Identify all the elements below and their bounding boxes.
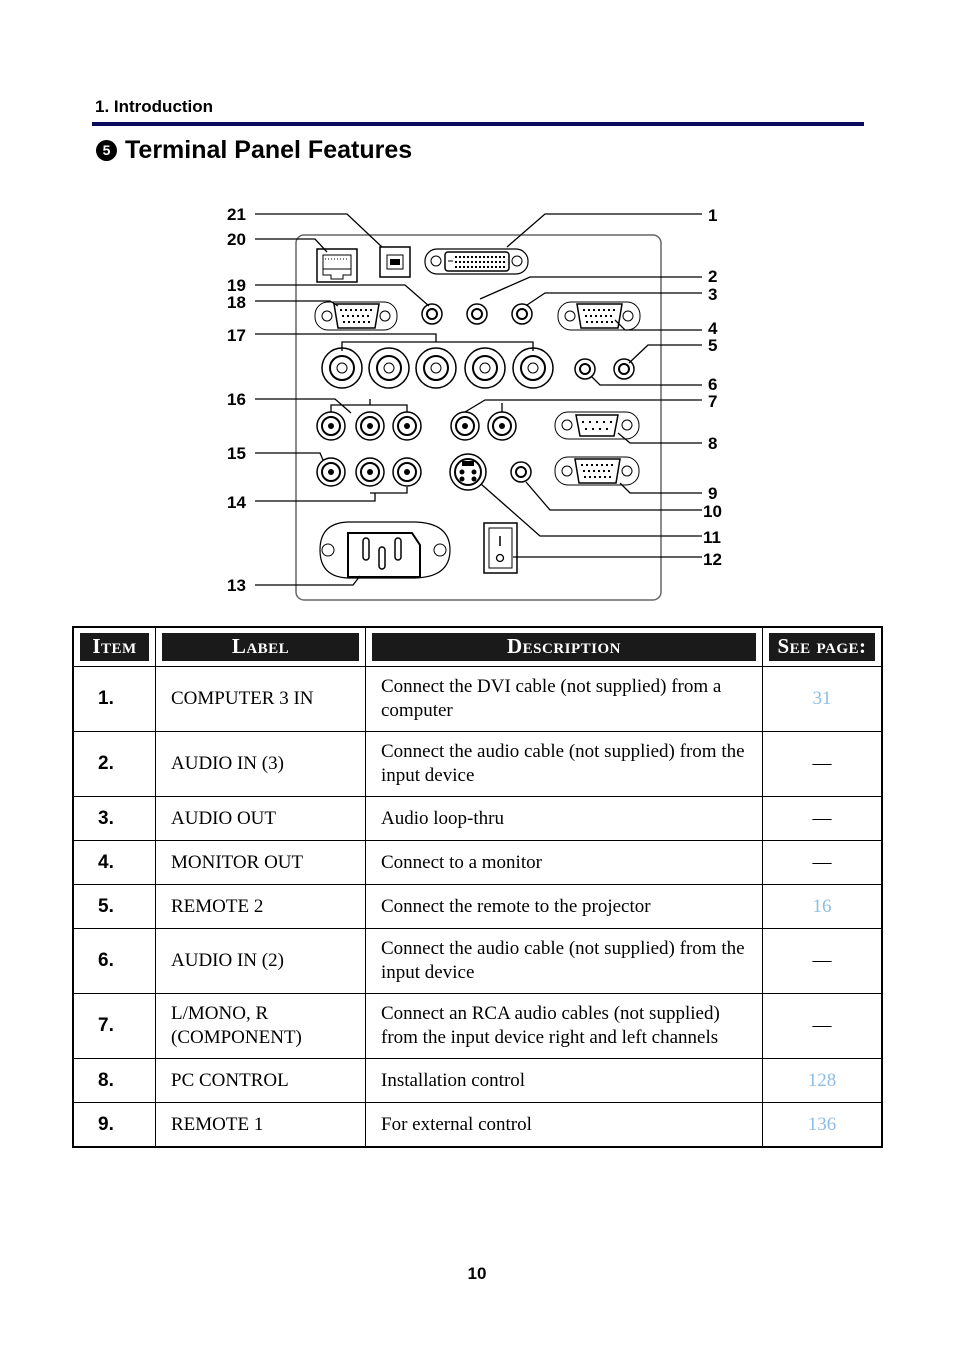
item-label: REMOTE 1 (156, 1103, 366, 1148)
callout-11: 11 (703, 528, 721, 547)
terminal-table (72, 626, 883, 1148)
callout-12: 12 (703, 550, 722, 569)
vga-in-port (315, 302, 397, 330)
table-row (73, 929, 882, 994)
item-label: AUDIO IN (3) (156, 732, 366, 797)
monitor-out-port (558, 302, 640, 330)
callout-15: 15 (227, 444, 246, 463)
dvi-port (425, 249, 528, 274)
item-label: REMOTE 2 (156, 885, 366, 929)
page-reference: — (763, 929, 883, 994)
page-title-text: Terminal Panel Features (125, 136, 413, 164)
mini-jacks-row1 (422, 304, 532, 324)
bnc-ports (322, 348, 553, 388)
terminal-panel-svg (215, 195, 735, 615)
item-label: AUDIO IN (2) (156, 929, 366, 994)
power-inlet (320, 522, 450, 578)
item-label: MONITOR OUT (156, 841, 366, 885)
item-description: Connect the remote to the projector (366, 885, 763, 929)
callout-17: 17 (227, 326, 246, 345)
item-number: 6. (73, 929, 156, 994)
page-number: 10 (467, 1264, 487, 1283)
header-label: Label (156, 627, 366, 667)
page-link[interactable]: 16 (763, 885, 883, 929)
header-item: Item (73, 627, 156, 667)
page-reference: — (763, 994, 883, 1059)
header-rule (92, 122, 864, 126)
callout-14: 14 (227, 493, 246, 512)
item-number: 5. (73, 885, 156, 929)
callout-8: 8 (708, 434, 718, 453)
page-link[interactable]: 31 (763, 667, 883, 732)
callout-21: 21 (227, 205, 246, 224)
section-header: 1. Introduction (95, 97, 214, 116)
table-row (73, 667, 882, 732)
callout-9: 9 (708, 484, 718, 503)
page-reference: — (763, 841, 883, 885)
lan-port (317, 249, 357, 282)
callout-1: 1 (708, 206, 718, 225)
item-number: 3. (73, 797, 156, 841)
table-row (73, 1103, 882, 1148)
page-reference: — (763, 797, 883, 841)
callout-16: 16 (227, 390, 246, 409)
item-label: PC CONTROL (156, 1059, 366, 1103)
item-description: Connect to a monitor (366, 841, 763, 885)
header-see-page: See page: (763, 627, 883, 667)
usb-port (380, 247, 410, 277)
item-description: Connect the DVI cable (not supplied) from a computer (366, 667, 763, 732)
table-row (73, 1059, 882, 1103)
item-label: L/MONO, R (COMPONENT) (156, 994, 366, 1059)
callout-13: 13 (227, 576, 246, 595)
power-switch (484, 523, 517, 573)
item-description: Audio loop-thru (366, 797, 763, 841)
callout-19: 19 (227, 276, 246, 295)
header-description: Description (366, 627, 763, 667)
remote-1-port (555, 457, 639, 485)
callout-20: 20 (227, 230, 246, 249)
callout-18: 18 (227, 293, 246, 312)
item-description: For external control (366, 1103, 763, 1148)
item-number: 4. (73, 841, 156, 885)
item-number: 9. (73, 1103, 156, 1148)
item-number: 7. (73, 994, 156, 1059)
table-row (73, 841, 882, 885)
item-description: Installation control (366, 1059, 763, 1103)
item-number: 1. (73, 667, 156, 732)
table-row (73, 994, 882, 1059)
page-link[interactable]: 136 (763, 1103, 883, 1148)
item-description: Connect an RCA audio cables (not supplied) from the input device right and left channels (366, 994, 763, 1059)
callout-4: 4 (708, 319, 718, 338)
page-title (96, 136, 412, 165)
mini-jack-remote (511, 462, 531, 482)
item-number: 2. (73, 732, 156, 797)
item-label: COMPUTER 3 IN (156, 667, 366, 732)
item-label: AUDIO OUT (156, 797, 366, 841)
terminal-panel-diagram (215, 195, 735, 615)
table-row (73, 885, 882, 929)
item-description: Connect the audio cable (not supplied) from the input device (366, 732, 763, 797)
callout-7: 7 (708, 392, 718, 411)
page-reference: — (763, 732, 883, 797)
item-description: Connect the audio cable (not supplied) from the input device (366, 929, 763, 994)
callout-6: 6 (708, 375, 718, 394)
callout-10: 10 (703, 502, 722, 521)
page-link[interactable]: 128 (763, 1059, 883, 1103)
pc-control-port (555, 412, 639, 439)
callout-5: 5 (708, 336, 718, 355)
bullet-number: 5 (96, 140, 117, 161)
table-row (73, 797, 882, 841)
item-number: 8. (73, 1059, 156, 1103)
callout-2: 2 (708, 267, 718, 286)
callout-3: 3 (708, 285, 718, 304)
s-video-port (450, 454, 486, 490)
table-row (73, 732, 882, 797)
